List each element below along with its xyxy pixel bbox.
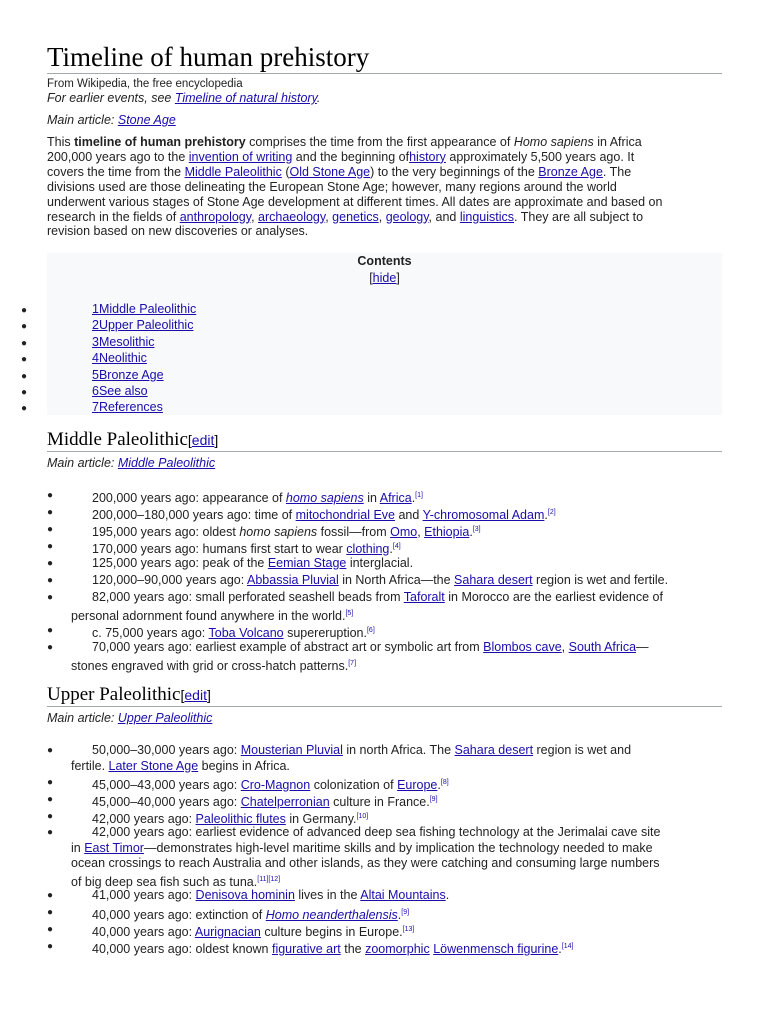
text: .: [558, 942, 562, 956]
reference-link[interactable]: [3]: [472, 526, 481, 533]
link-mitochondrial-eve[interactable]: mitochondrial Eve: [295, 508, 395, 522]
text: supereruption.: [283, 626, 367, 640]
link-sahara-desert[interactable]: Sahara desert: [454, 573, 533, 587]
list-item: [47, 623, 722, 642]
text: colonization of: [310, 778, 398, 792]
link-history[interactable]: history: [409, 149, 446, 164]
italic-term: homo sapiens: [239, 525, 318, 539]
list-item: [47, 640, 722, 674]
text: 200,000–180,000 years ago: time of: [92, 508, 296, 522]
link-denisova-hominin[interactable]: Denisova hominin: [195, 888, 295, 902]
text: ocean crossings to reach Australia and other islands, as they were catching and consuming large numbers: [71, 856, 660, 870]
edit-link[interactable]: edit: [184, 687, 207, 703]
bullet-icon: ●: [21, 321, 28, 332]
text: 40,000 years ago: extinction of: [92, 908, 266, 922]
link-europe[interactable]: Europe: [397, 778, 438, 792]
text: ,: [378, 209, 386, 224]
text: the: [340, 942, 366, 956]
text: ,: [417, 525, 425, 539]
text: culture in France.: [329, 795, 430, 809]
link-timeline-natural-history[interactable]: Timeline of natural history: [174, 91, 317, 105]
list-item: [47, 590, 722, 624]
text: .: [445, 888, 450, 902]
text: 70,000 years ago: earliest example of abstract art or symbolic art from: [92, 640, 484, 654]
italic-term: Homo sapiens: [513, 135, 594, 149]
reference-link[interactable]: [9]: [401, 909, 410, 916]
text: 40,000 years ago:: [92, 925, 195, 939]
text: lives in the: [294, 888, 361, 902]
text: 42,000 years ago: earliest evidence of advanced deep sea fishing technology at the Jerimalai cave site: [92, 825, 661, 839]
list-item: [47, 922, 722, 941]
bracket: [: [187, 432, 192, 448]
link-south-africa[interactable]: South Africa: [568, 640, 637, 654]
link-old-stone-age[interactable]: Old Stone Age: [289, 164, 371, 179]
link-abbassia-pluvial[interactable]: Abbassia Pluvial: [247, 573, 339, 587]
text: begins in Africa.: [198, 758, 290, 773]
link-anthropology[interactable]: anthropology: [179, 209, 252, 224]
reference-link[interactable]: [2]: [547, 509, 556, 516]
link-altai-mountains[interactable]: Altai Mountains: [360, 888, 446, 902]
toc-number: 1: [92, 302, 99, 316]
hatnote-main-article: [47, 113, 176, 128]
bullet-icon: ●: [47, 941, 54, 952]
reference-link[interactable]: [8]: [440, 779, 449, 786]
text: and: [394, 508, 423, 522]
text: in North Africa—the: [338, 573, 455, 587]
text: approximately 5,500 years ago. It: [445, 149, 635, 164]
list-item: [47, 939, 722, 958]
title-divider: [47, 73, 722, 74]
link-lowenmensch-figurine[interactable]: Löwenmensch figurine: [433, 942, 559, 956]
bullet-icon: ●: [47, 575, 54, 586]
toc-hide-link[interactable]: hide: [372, 271, 397, 285]
reference-link[interactable]: [7]: [348, 659, 357, 667]
reference-link[interactable]: [13]: [402, 926, 415, 933]
text: 45,000–40,000 years ago:: [92, 795, 241, 809]
toc-item-references[interactable]: [92, 400, 163, 414]
link-africa[interactable]: Africa: [379, 491, 412, 505]
section-heading-middle-paleolithic: [47, 429, 218, 451]
bullet-icon: ●: [21, 403, 28, 414]
link-zoomorphic[interactable]: zoomorphic: [365, 942, 430, 956]
section-heading-upper-paleolithic: [47, 684, 211, 706]
toc-item-neolithic[interactable]: [92, 351, 147, 365]
bullet-icon: ●: [47, 745, 54, 756]
hatnote-text: Main article:: [47, 711, 118, 725]
text: 195,000 years ago: oldest: [92, 525, 240, 539]
link-homo-neanderthalensis[interactable]: Homo neanderthalensis: [265, 908, 398, 922]
toc-label: Middle Paleolithic: [98, 302, 197, 316]
hatnote-punct: .: [316, 91, 321, 105]
text: 125,000 years ago: peak of the: [92, 556, 268, 570]
link-geology[interactable]: geology: [385, 209, 429, 224]
toc-item-mesolithic[interactable]: [92, 335, 155, 349]
text: divisions used are those delineating the European Stone Age; however, many regions around the world: [47, 179, 617, 194]
edit-section: [188, 432, 218, 448]
edit-link[interactable]: edit: [191, 432, 215, 448]
text: region is wet and fertile.: [532, 573, 669, 587]
list-item: [47, 743, 722, 774]
reference-link[interactable]: [1]: [415, 492, 423, 499]
bracket: [: [180, 687, 185, 703]
bullet-icon: ●: [21, 371, 28, 382]
text: revision based on new discoveries or analyses.: [47, 224, 309, 239]
toc-label: Upper Paleolithic: [98, 318, 194, 332]
list-item: [47, 505, 722, 524]
reference-link[interactable]: [11][12]: [257, 875, 281, 883]
toc-item-upper-paleolithic[interactable]: [92, 318, 193, 332]
link-omo[interactable]: Omo: [390, 525, 418, 539]
toc-number: 3: [92, 335, 99, 349]
bullet-icon: ●: [47, 541, 54, 552]
toc-label: Bronze Age: [98, 368, 164, 382]
link-blombos-cave[interactable]: Blombos cave: [483, 640, 562, 654]
bullet-icon: ●: [47, 794, 54, 805]
bullet-icon: ●: [47, 907, 54, 918]
bullet-icon: ●: [47, 558, 54, 569]
bullet-icon: ●: [21, 354, 28, 365]
text: .: [469, 525, 473, 539]
bullet-icon: ●: [47, 777, 54, 788]
toc-label: References: [98, 400, 163, 414]
text: .: [544, 508, 548, 522]
edit-section: [181, 687, 211, 703]
link-toba-volcano[interactable]: Toba Volcano: [208, 626, 284, 640]
bullet-icon: ●: [21, 338, 28, 349]
text: 200,000 years ago: appearance of: [92, 491, 286, 505]
link-paleolithic-flutes[interactable]: Paleolithic flutes: [195, 812, 286, 826]
link-upper-paleolithic[interactable]: Upper Paleolithic: [117, 711, 213, 725]
link-y-chromosomal-adam[interactable]: Y-chromosomal Adam: [422, 508, 545, 522]
text: in: [363, 491, 380, 505]
bullet-icon: ●: [47, 507, 54, 518]
page-title: Timeline of human prehistory: [47, 42, 370, 72]
toc-label: Mesolithic: [98, 335, 155, 349]
section-divider: [47, 451, 722, 452]
text: ) to the very beginnings of the: [370, 164, 539, 179]
list-item: [47, 905, 722, 924]
text: 120,000–90,000 years ago:: [92, 573, 247, 587]
text: and the beginning of: [292, 149, 410, 164]
link-middle-paleolithic[interactable]: Middle Paleolithic: [184, 164, 282, 179]
toc-number: 5: [92, 368, 99, 382]
link-genetics[interactable]: genetics: [332, 209, 379, 224]
reference-link[interactable]: [4]: [392, 543, 401, 550]
bullet-icon: ●: [47, 924, 54, 935]
text: personal adornment found anywhere in the world.: [71, 608, 346, 623]
list-item: [47, 888, 722, 904]
heading-text: Upper Paleolithic: [47, 684, 181, 705]
text: ,: [325, 209, 333, 224]
toc-item-bronze-age[interactable]: [92, 368, 164, 382]
text: .: [411, 491, 416, 505]
text: in north Africa. The: [342, 743, 455, 757]
text: 40,000 years ago: oldest known: [92, 942, 272, 956]
text: covers the time from the: [47, 164, 185, 179]
text: comprises the time from the first appearance of: [245, 135, 514, 149]
link-invention-of-writing[interactable]: invention of writing: [188, 149, 293, 164]
toc-number: 7: [92, 400, 99, 414]
text: 200,000 years ago to the: [47, 149, 189, 164]
link-figurative-art[interactable]: figurative art: [271, 942, 341, 956]
text: 170,000 years ago: humans first start to wear: [92, 542, 347, 556]
text: (: [281, 164, 290, 179]
list-item: [47, 488, 722, 507]
text: culture begins in Europe.: [260, 925, 403, 939]
bullet-icon: ●: [47, 811, 54, 822]
toc-label: Neolithic: [98, 351, 147, 365]
link-mousterian-pluvial[interactable]: Mousterian Pluvial: [240, 743, 343, 757]
bullet-icon: ●: [47, 490, 54, 501]
text: in Morocco are the earliest evidence of: [444, 590, 663, 604]
text: research in the fields of: [47, 209, 180, 224]
link-homo-sapiens[interactable]: homo sapiens: [285, 491, 364, 505]
text: in Germany.: [285, 812, 357, 826]
link-ethiopia[interactable]: Ethiopia: [424, 525, 470, 539]
link-east-timor[interactable]: East Timor: [84, 840, 144, 855]
link-linguistics[interactable]: linguistics: [459, 209, 515, 224]
hatnote-text: Main article:: [47, 456, 118, 470]
text: .: [437, 778, 441, 792]
text: region is wet and: [533, 743, 632, 757]
text: fossil—from: [317, 525, 391, 539]
text: This: [47, 135, 75, 149]
list-item: [47, 522, 722, 541]
table-of-contents: [47, 253, 722, 415]
text: stones engraved with grid or cross-hatch patterns.: [71, 658, 349, 673]
link-cro-magnon[interactable]: Cro-Magnon: [240, 778, 311, 792]
toc-item-see-also[interactable]: [92, 384, 148, 398]
intro-paragraph: [47, 135, 722, 239]
link-stone-age[interactable]: Stone Age: [117, 113, 176, 127]
text: c. 75,000 years ago:: [92, 626, 209, 640]
link-bronze-age[interactable]: Bronze Age: [538, 164, 603, 179]
bracket: ]: [214, 432, 219, 448]
reference-link[interactable]: [10]: [356, 813, 369, 820]
bold-term: timeline of human prehistory: [74, 135, 246, 149]
section-divider: [47, 706, 722, 707]
reference-link[interactable]: [9]: [429, 796, 438, 803]
toc-hide: [47, 271, 722, 285]
toc-number: 2: [92, 318, 99, 332]
text: . They are all subject to: [514, 209, 644, 224]
text: in: [71, 840, 85, 855]
bracket: ]: [396, 271, 400, 285]
text: of big deep sea fish such as tuna.: [71, 874, 258, 889]
reference-link[interactable]: [14]: [561, 943, 574, 950]
bullet-icon: ●: [47, 642, 54, 653]
toc-title: Contents: [357, 254, 412, 268]
site-subtitle: From Wikipedia, the free encyclopedia: [47, 78, 243, 90]
text: 50,000–30,000 years ago:: [92, 743, 241, 757]
text: underwent various stages of Stone Age development at different times. All dates are approximate and based on: [47, 194, 663, 209]
text: .: [397, 908, 402, 922]
hatnote-earlier: [47, 91, 320, 106]
link-clothing[interactable]: clothing: [346, 542, 390, 556]
hatnote-text: Main article:: [47, 113, 118, 127]
bullet-icon: ●: [47, 890, 54, 901]
bullet-icon: ●: [21, 305, 28, 316]
heading-text: Middle Paleolithic: [47, 429, 188, 450]
text: in Africa: [593, 135, 642, 149]
list-item: [47, 539, 722, 558]
text: 42,000 years ago:: [92, 812, 196, 826]
list-item: [47, 775, 722, 794]
link-archaeology[interactable]: archaeology: [258, 209, 326, 224]
reference-link[interactable]: [6]: [366, 627, 375, 634]
toc-number: 6: [92, 384, 99, 398]
toc-label: See also: [98, 384, 148, 398]
text: interglacial.: [346, 556, 414, 570]
text: —demonstrates high-level maritime skills and by implication the technology needed to make: [143, 840, 653, 855]
bracket: [: [369, 271, 373, 285]
text: ,: [561, 640, 569, 654]
hatnote-main-article: [47, 456, 215, 471]
bracket: ]: [206, 687, 211, 703]
link-eemian-stage[interactable]: Eemian Stage: [267, 556, 347, 570]
hatnote-text: For earlier events, see: [47, 91, 175, 105]
link-sahara-desert[interactable]: Sahara desert: [454, 743, 534, 757]
link-middle-paleolithic[interactable]: Middle Paleolithic: [117, 456, 216, 470]
text: ,: [251, 209, 259, 224]
list-item: [47, 573, 722, 589]
link-aurignacian[interactable]: Aurignacian: [194, 925, 261, 939]
bullet-icon: ●: [21, 387, 28, 398]
toc-number: 4: [92, 351, 99, 365]
bullet-icon: ●: [47, 524, 54, 535]
text: —: [636, 640, 649, 654]
text: 41,000 years ago:: [92, 888, 196, 902]
list-item: [47, 825, 722, 890]
text: fertile.: [71, 758, 109, 773]
text: 82,000 years ago: small perforated seashell beads from: [92, 590, 404, 604]
bullet-icon: ●: [47, 625, 54, 636]
link-taforalt[interactable]: Taforalt: [403, 590, 445, 604]
list-item: [47, 792, 722, 811]
text: , and: [428, 209, 460, 224]
text: .: [389, 542, 393, 556]
text: 45,000–43,000 years ago:: [92, 778, 241, 792]
text: . The: [602, 164, 632, 179]
bullet-icon: ●: [47, 827, 54, 838]
toc-item-middle-paleolithic[interactable]: [92, 302, 196, 316]
reference-link[interactable]: [5]: [345, 609, 354, 617]
bullet-icon: ●: [47, 592, 54, 603]
link-later-stone-age[interactable]: Later Stone Age: [108, 758, 199, 773]
list-item: [47, 556, 722, 572]
link-chatelperronian[interactable]: Chatelperronian: [240, 795, 330, 809]
hatnote-main-article: [47, 711, 212, 726]
